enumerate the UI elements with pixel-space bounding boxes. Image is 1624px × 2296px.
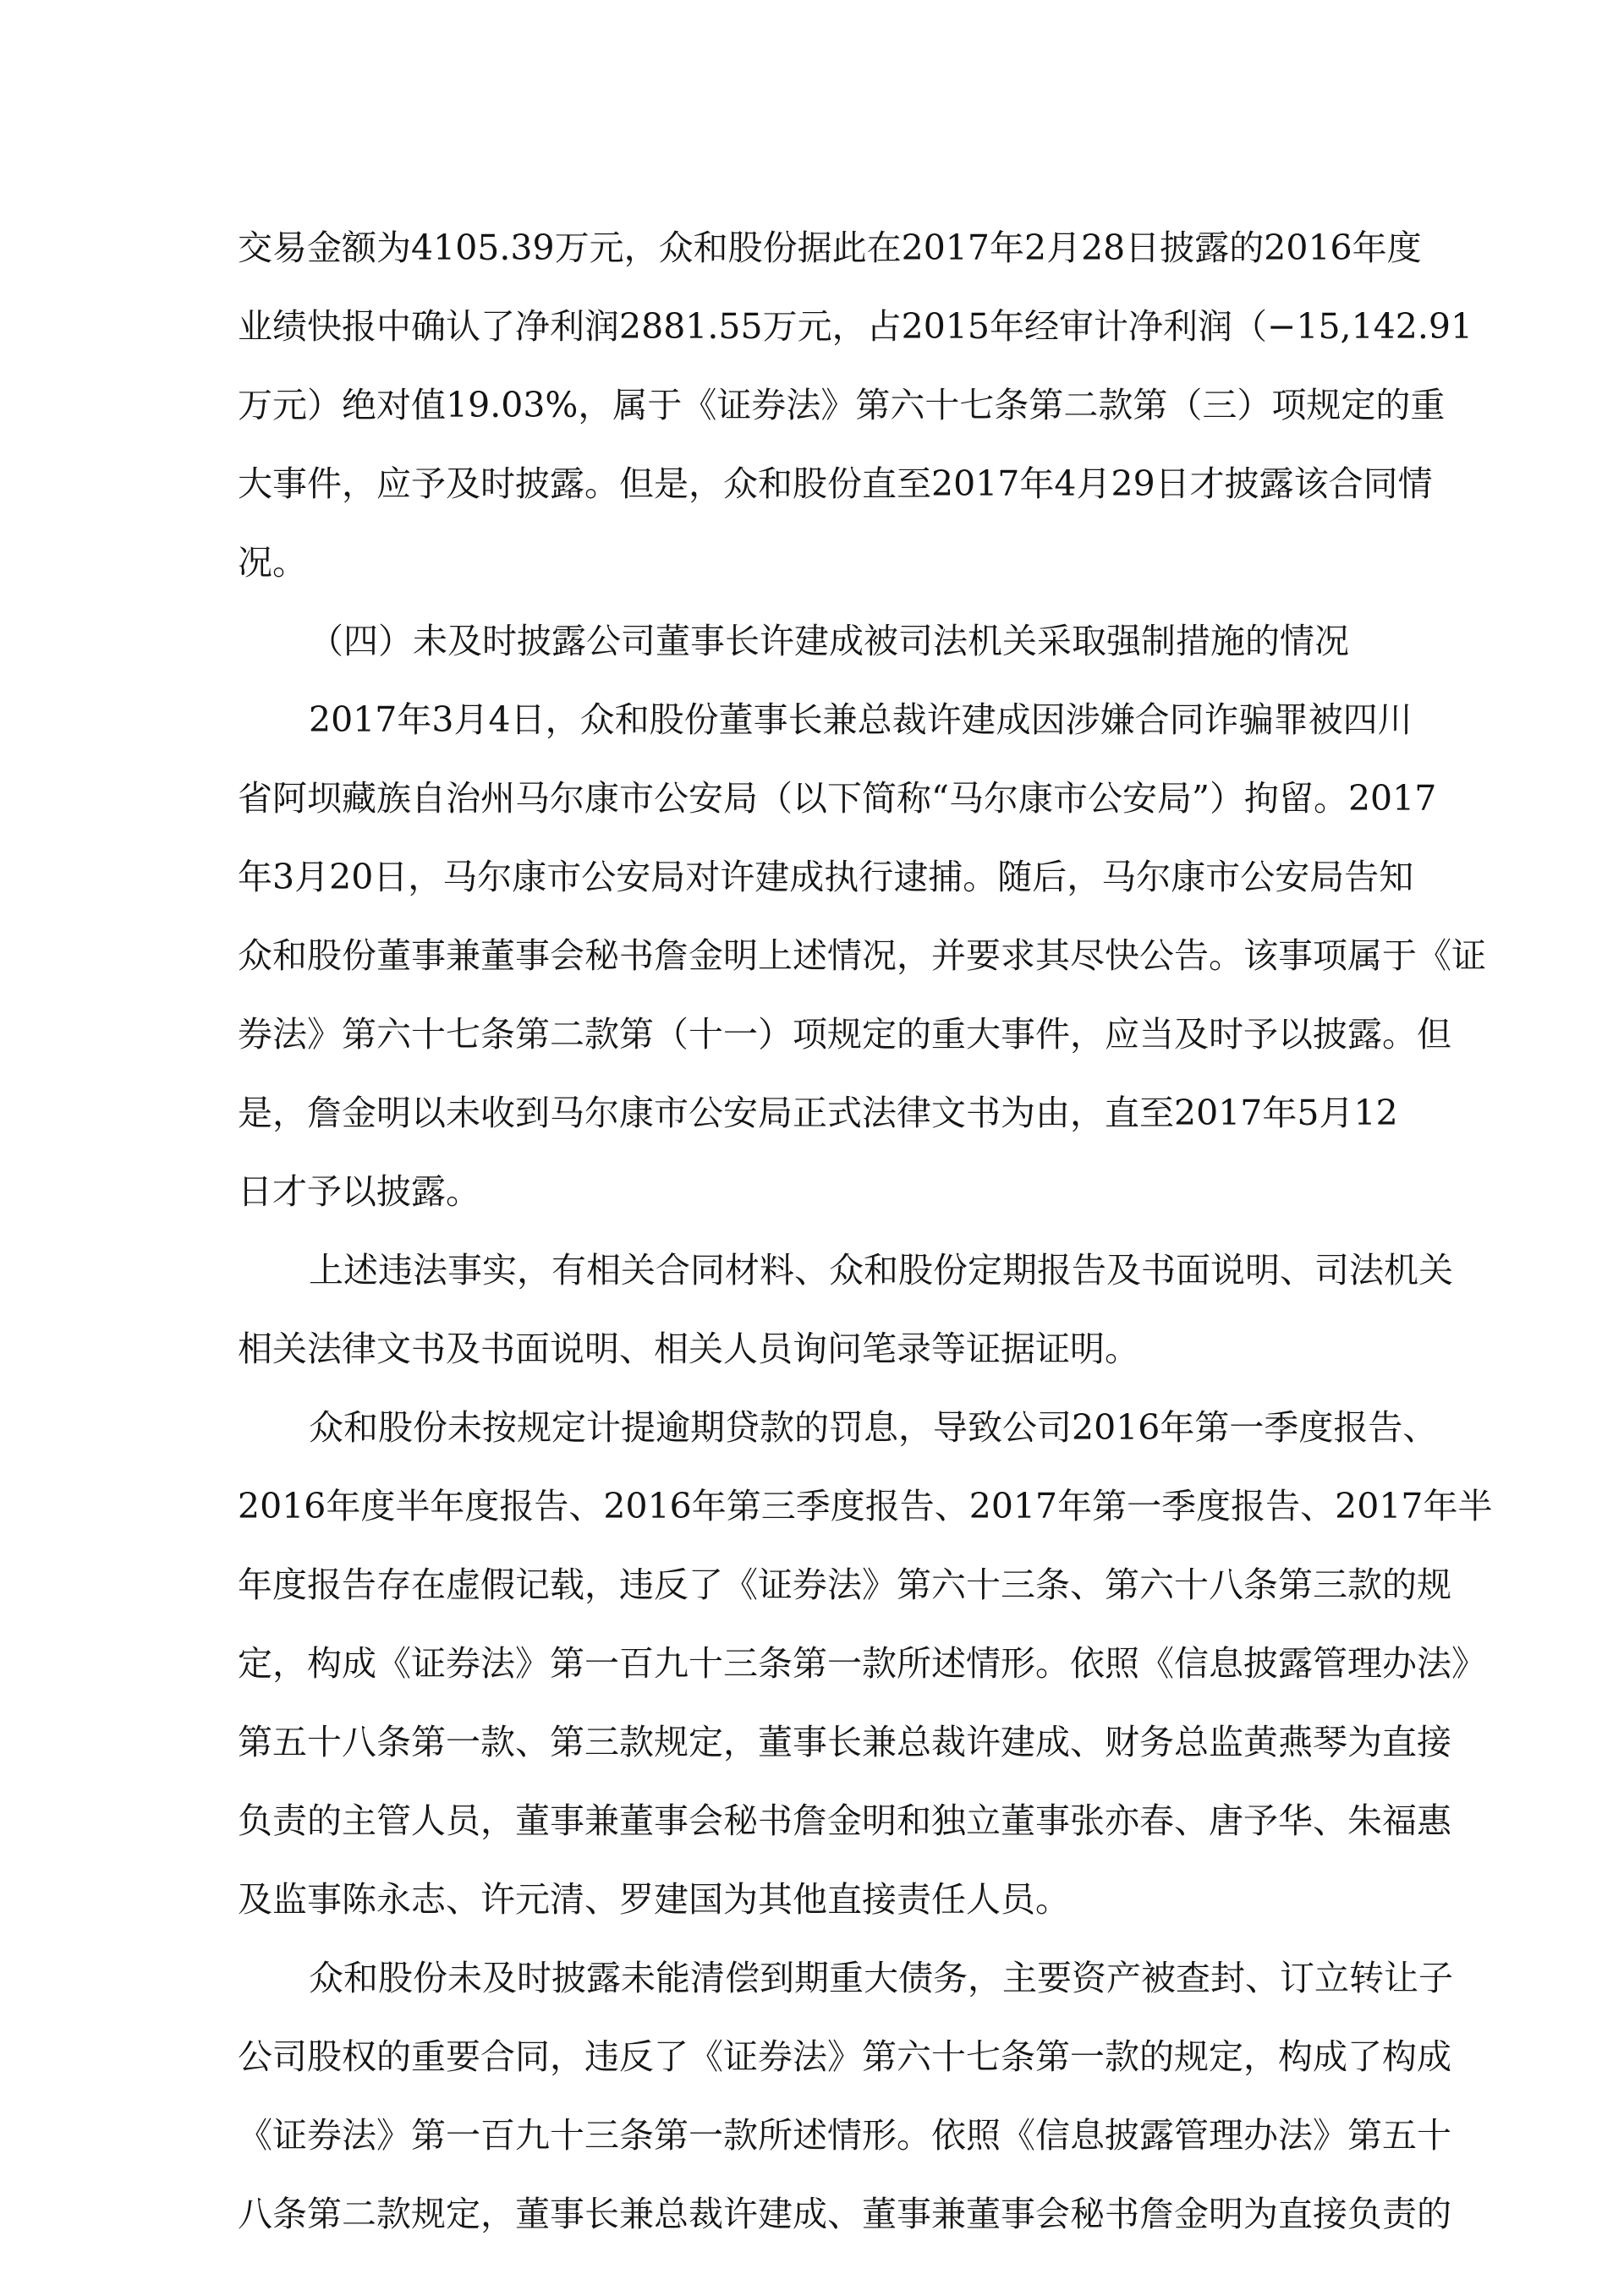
body-paragraph: [238, 1939, 1453, 2254]
text-line: 况。: [238, 542, 307, 583]
body-paragraph: [238, 1231, 1453, 1389]
text-line: 券 法 》 第 六 十 七 条 第 二 款 第 （ 十 一 ） 项 规 定 的 重 大 事 件 ， 应 当 及 时 予 以 披 露 。 但: [238, 1014, 1451, 1055]
document-body: [238, 209, 1493, 2254]
section-heading: [238, 602, 1388, 681]
text-line: 第 五 十 八 条 第 一 款 、 第 三 款 规 定 ， 董 事 长 兼 总 裁 许 建 成 、 财 务 总 监 黄 燕 琴 为 直 接: [238, 1722, 1451, 1762]
text-line: 上 述 违 法 事 实 ， 有 相 关 合 同 材 料 、 众 和 股 份 定 期 报 告 及 书 面 说 明 、 司 法 机 关: [309, 1250, 1453, 1290]
text-line: 众 和 股 份 未 及 时 披 露 未 能 清 偿 到 期 重 大 债 务 ， 主 要 资 产 被 查 封 、 订 立 转 让 子: [309, 1958, 1453, 1998]
text-line: 万 元 ） 绝 对 值 1 9 . 0 3 % ， 属 于 《 证 券 法 》 第 六 十 七 条 第 二 款 第 （ 三 ） 项 规 定 的 重: [238, 385, 1446, 425]
text-line: 日才予以披露。: [238, 1171, 480, 1212]
text-line: 八条第二款规定，董事长兼总裁许建成、董事兼董事会秘书詹金明为直接负责的: [238, 2194, 1451, 2234]
text-line: 众 和 股 份 董 事 兼 董 事 会 秘 书 詹 金 明 上 述 情 况 ， 并 要 求 其 尽 快 公 告 。 该 事 项 属 于 《 证: [238, 935, 1486, 976]
text-line: 年 3 月 2 0 日 ， 马 尔 康 市 公 安 局 对 许 建 成 执 行 逮 捕 。 随 后 ， 马 尔 康 市 公 安 局 告 知: [238, 857, 1414, 897]
text-line: 负 责 的 主 管 人 员 ， 董 事 兼 董 事 会 秘 书 詹 金 明 和 独 立 董 事 张 亦 春 、 唐 予 华 、 朱 福 惠: [238, 1800, 1451, 1841]
text-line: 大 事 件 ， 应 予 及 时 披 露 。 但 是 ， 众 和 股 份 直 至 2 0 1 7 年 4 月 2 9 日 才 披 露 该 合 同 情: [238, 463, 1433, 504]
body-paragraph: [238, 209, 1473, 602]
text-line: 省 阿 坝 藏 族 自 治 州 马 尔 康 市 公 安 局 （ 以 下 简 称 “ 马 尔 康 市 公 安 局 ” ） 拘 留 。 2 0 1 7: [238, 778, 1437, 819]
text-line: 业 绩 快 报 中 确 认 了 净 利 润 2 8 8 1 . 5 5 万 元 ， 占 2 0 1 5 年 经 审 计 净 利 润 （ − 1 5 , 1 4 2 . 9 1: [238, 306, 1473, 347]
text-line: 定 ， 构 成 《 证 券 法 》 第 一 百 九 十 三 条 第 一 款 所 述 情 形 。 依 照 《 信 息 披 露 管 理 办 法 》: [238, 1643, 1486, 1684]
text-line: 2 0 1 6 年 度 半 年 度 报 告 、 2 0 1 6 年 第 三 季 度 报 告 、 2 0 1 7 年 第 一 季 度 报 告 、 2 0 1 7 年 半: [238, 1486, 1493, 1526]
text-line: 《 证 券 法 》 第 一 百 九 十 三 条 第 一 款 所 述 情 形 。 依 照 《 信 息 披 露 管 理 办 法 》 第 五 十: [238, 2115, 1451, 2156]
body-paragraph: [238, 1389, 1493, 1939]
body-paragraph: [238, 681, 1486, 1231]
text-line: 众 和 股 份 未 按 规 定 计 提 逾 期 贷 款 的 罚 息 ， 导 致 公 司 2 0 1 6 年 第 一 季 度 报 告 、: [309, 1407, 1438, 1448]
text-line: 相关法律文书及书面说明、相关人员询问笔录等证据证明。: [238, 1329, 1139, 1369]
text-line: 及监事陈永志、许元清、罗建国为其他直接责任人员。: [238, 1879, 1070, 1920]
text-line: 是 ， 詹 金 明 以 未 收 到 马 尔 康 市 公 安 局 正 式 法 律 文 书 为 由 ， 直 至 2 0 1 7 年 5 月 1 2: [238, 1093, 1398, 1133]
text-line: 年 度 报 告 存 在 虚 假 记 载 ， 违 反 了 《 证 券 法 》 第 六 十 三 条 、 第 六 十 八 条 第 三 款 的 规: [238, 1564, 1451, 1605]
text-line: 交 易 金 额 为 4 1 0 5 . 3 9 万 元 ， 众 和 股 份 据 此 在 2 0 1 7 年 2 月 2 8 日 披 露 的 2 0 1 6 年 度: [238, 227, 1422, 268]
heading-line: （四）未及时披露公司董事长许建成被司法机关采取强制措施的情况: [309, 621, 1349, 661]
text-line: 2 0 1 7 年 3 月 4 日 ， 众 和 股 份 董 事 长 兼 总 裁 许 建 成 因 涉 嫌 合 同 诈 骗 罪 被 四 川: [309, 699, 1413, 740]
text-line: 公 司 股 权 的 重 要 合 同 ， 违 反 了 《 证 券 法 》 第 六 十 七 条 第 一 款 的 规 定 ， 构 成 了 构 成: [238, 2036, 1451, 2077]
